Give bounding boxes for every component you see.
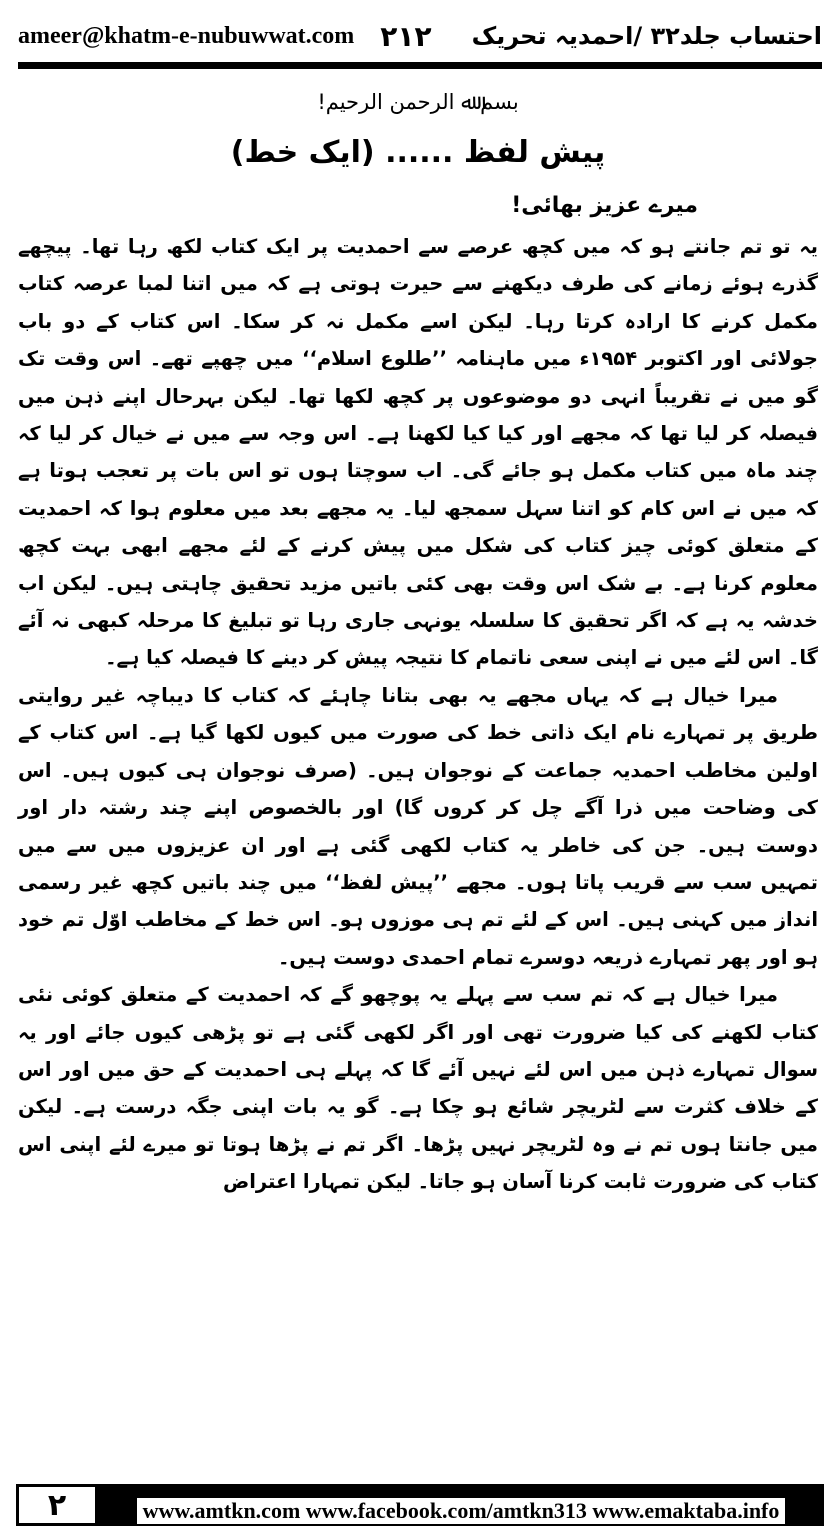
footer-links[interactable]: www.amtkn.com www.facebook.com/amtkn313 www.emaktaba.info — [137, 1498, 786, 1524]
bismillah: بسم ﷲ الرحمن الرحیم! — [317, 90, 519, 114]
salutation: میرے عزیز بھائی! — [511, 193, 698, 218]
header-left — [18, 20, 432, 53]
page-content — [18, 82, 818, 1201]
page-header — [18, 14, 822, 58]
page-footer — [16, 1484, 824, 1526]
header-rule — [18, 62, 822, 69]
body-text — [18, 228, 818, 1201]
page-title: پیش لفظ ...... (ایک خط) — [230, 135, 606, 170]
running-title: احتساب جلد۳۲ /احمدیہ تحریک — [471, 22, 822, 50]
footer-links-bar — [98, 1484, 824, 1526]
header-page-number: ۲۱۲ — [380, 19, 432, 53]
footer-page-number: ۲ — [16, 1484, 98, 1526]
header-email[interactable]: ameer@khatm-e-nubuwwat.com — [18, 22, 355, 49]
paragraph: میرا خیال ہے کہ تم سب سے پہلے یہ پوچھو گے کہ احمدیت کے متعلق کوئی نئی کتاب لکھنے کی کیا ضرورت تھی اور اگر لکھی گئی ہے تو پڑھی کیوں جائے اور یہ سوال تمہارے ذہن میں اس لئے نہیں آئے گا کہ پہلے ہی احمدیت کے حق میں اور اس کے خلاف کثرت سے لٹریچر شائع ہو چکا ہے۔ گو یہ بات اپنی جگہ درست ہے۔ لیکن میں جانتا ہوں تم نے وہ لٹریچر نہیں پڑھا۔ اگر تم نے پڑھا ہوتا تو میرے لئے اپنی اس کتاب کی ضرورت ثابت کرنا آسان ہو جاتا۔ لیکن تمہارا اعتراض — [18, 983, 818, 1194]
paragraph: یہ تو تم جانتے ہو کہ میں کچھ عرصے سے احمدیت پر ایک کتاب لکھ رہا تھا۔ پیچھے گذرے ہوئے زمانے کی طرف دیکھنے سے حیرت ہوتی ہے کہ میں اتنا لمبا عرصہ کتاب مکمل کرنے کا ارادہ کرتا رہا۔ لیکن اسے مکمل نہ کر سکا۔ اس کتاب کے دو باب جولائی اور اکتوبر ۱۹۵۴ء میں ماہنامہ ’’طلوع اسلام‘‘ میں چھپے تھے۔ اس وقت تک گو میں نے تقریباً انہی دو موضوعوں پر کچھ لکھا تھا۔ لیکن بہرحال اپنے ذہن میں فیصلہ کر لیا تھا کہ مجھے اور کیا کیا لکھنا ہے۔ اس وجہ سے میں نے خیال کر لیا کہ چند ماہ میں کتاب مکمل ہو جائے گی۔ اب سوچتا ہوں تو اس بات پر تعجب ہوتا ہے کہ میں نے اس کام کو اتنا سہل سمجھ لیا۔ یہ مجھے بعد میں معلوم ہوا کہ احمدیت کے متعلق کوئی چیز کتاب کی شکل میں پیش کرنے کے لئے مجھے ابھی بہت کچھ معلوم کرنا ہے۔ بے شک اس وقت بھی کئی باتیں مزید تحقیق چاہتی ہیں۔ لیکن اب خدشہ یہ ہے کہ اگر تحقیق کا سلسلہ یونہی جاری رہا تو تبلیغ کا مرحلہ کبھی نہ آئے گا۔ اس لئے میں نے اپنی سعی ناتمام کا نتیجہ پیش کر دینے کا فیصلہ کیا ہے۔ — [18, 235, 818, 670]
paragraph: میرا خیال ہے کہ یہاں مجھے یہ بھی بتانا چاہئے کہ کتاب کا دیباچہ غیر روایتی طریق پر تمہارے نام ایک ذاتی خط کی صورت میں کیوں لکھا گیا ہے۔ اس کتاب کے اولین مخاطب احمدیہ جماعت کے نوجوان ہیں۔ (صرف نوجوان ہی کیوں ہیں۔ اس کی وضاحت میں ذرا آگے چل کر کروں گا) اور بالخصوص اپنے چند رشتہ دار اور دوست ہیں۔ جن کی خاطر یہ کتاب لکھی گئی ہے اور ان عزیزوں میں سے میں تمہیں سب سے قریب پاتا ہوں۔ مجھے ’’پیش لفظ‘‘ میں چند باتیں کچھ غیر رسمی انداز میں کہنی ہیں۔ اس کے لئے تم ہی موزوں ہو۔ اس خط کے مخاطب اوّل تم خود ہو اور پھر تمہارے ذریعہ دوسرے تمام احمدی دوست ہیں۔ — [18, 683, 818, 969]
